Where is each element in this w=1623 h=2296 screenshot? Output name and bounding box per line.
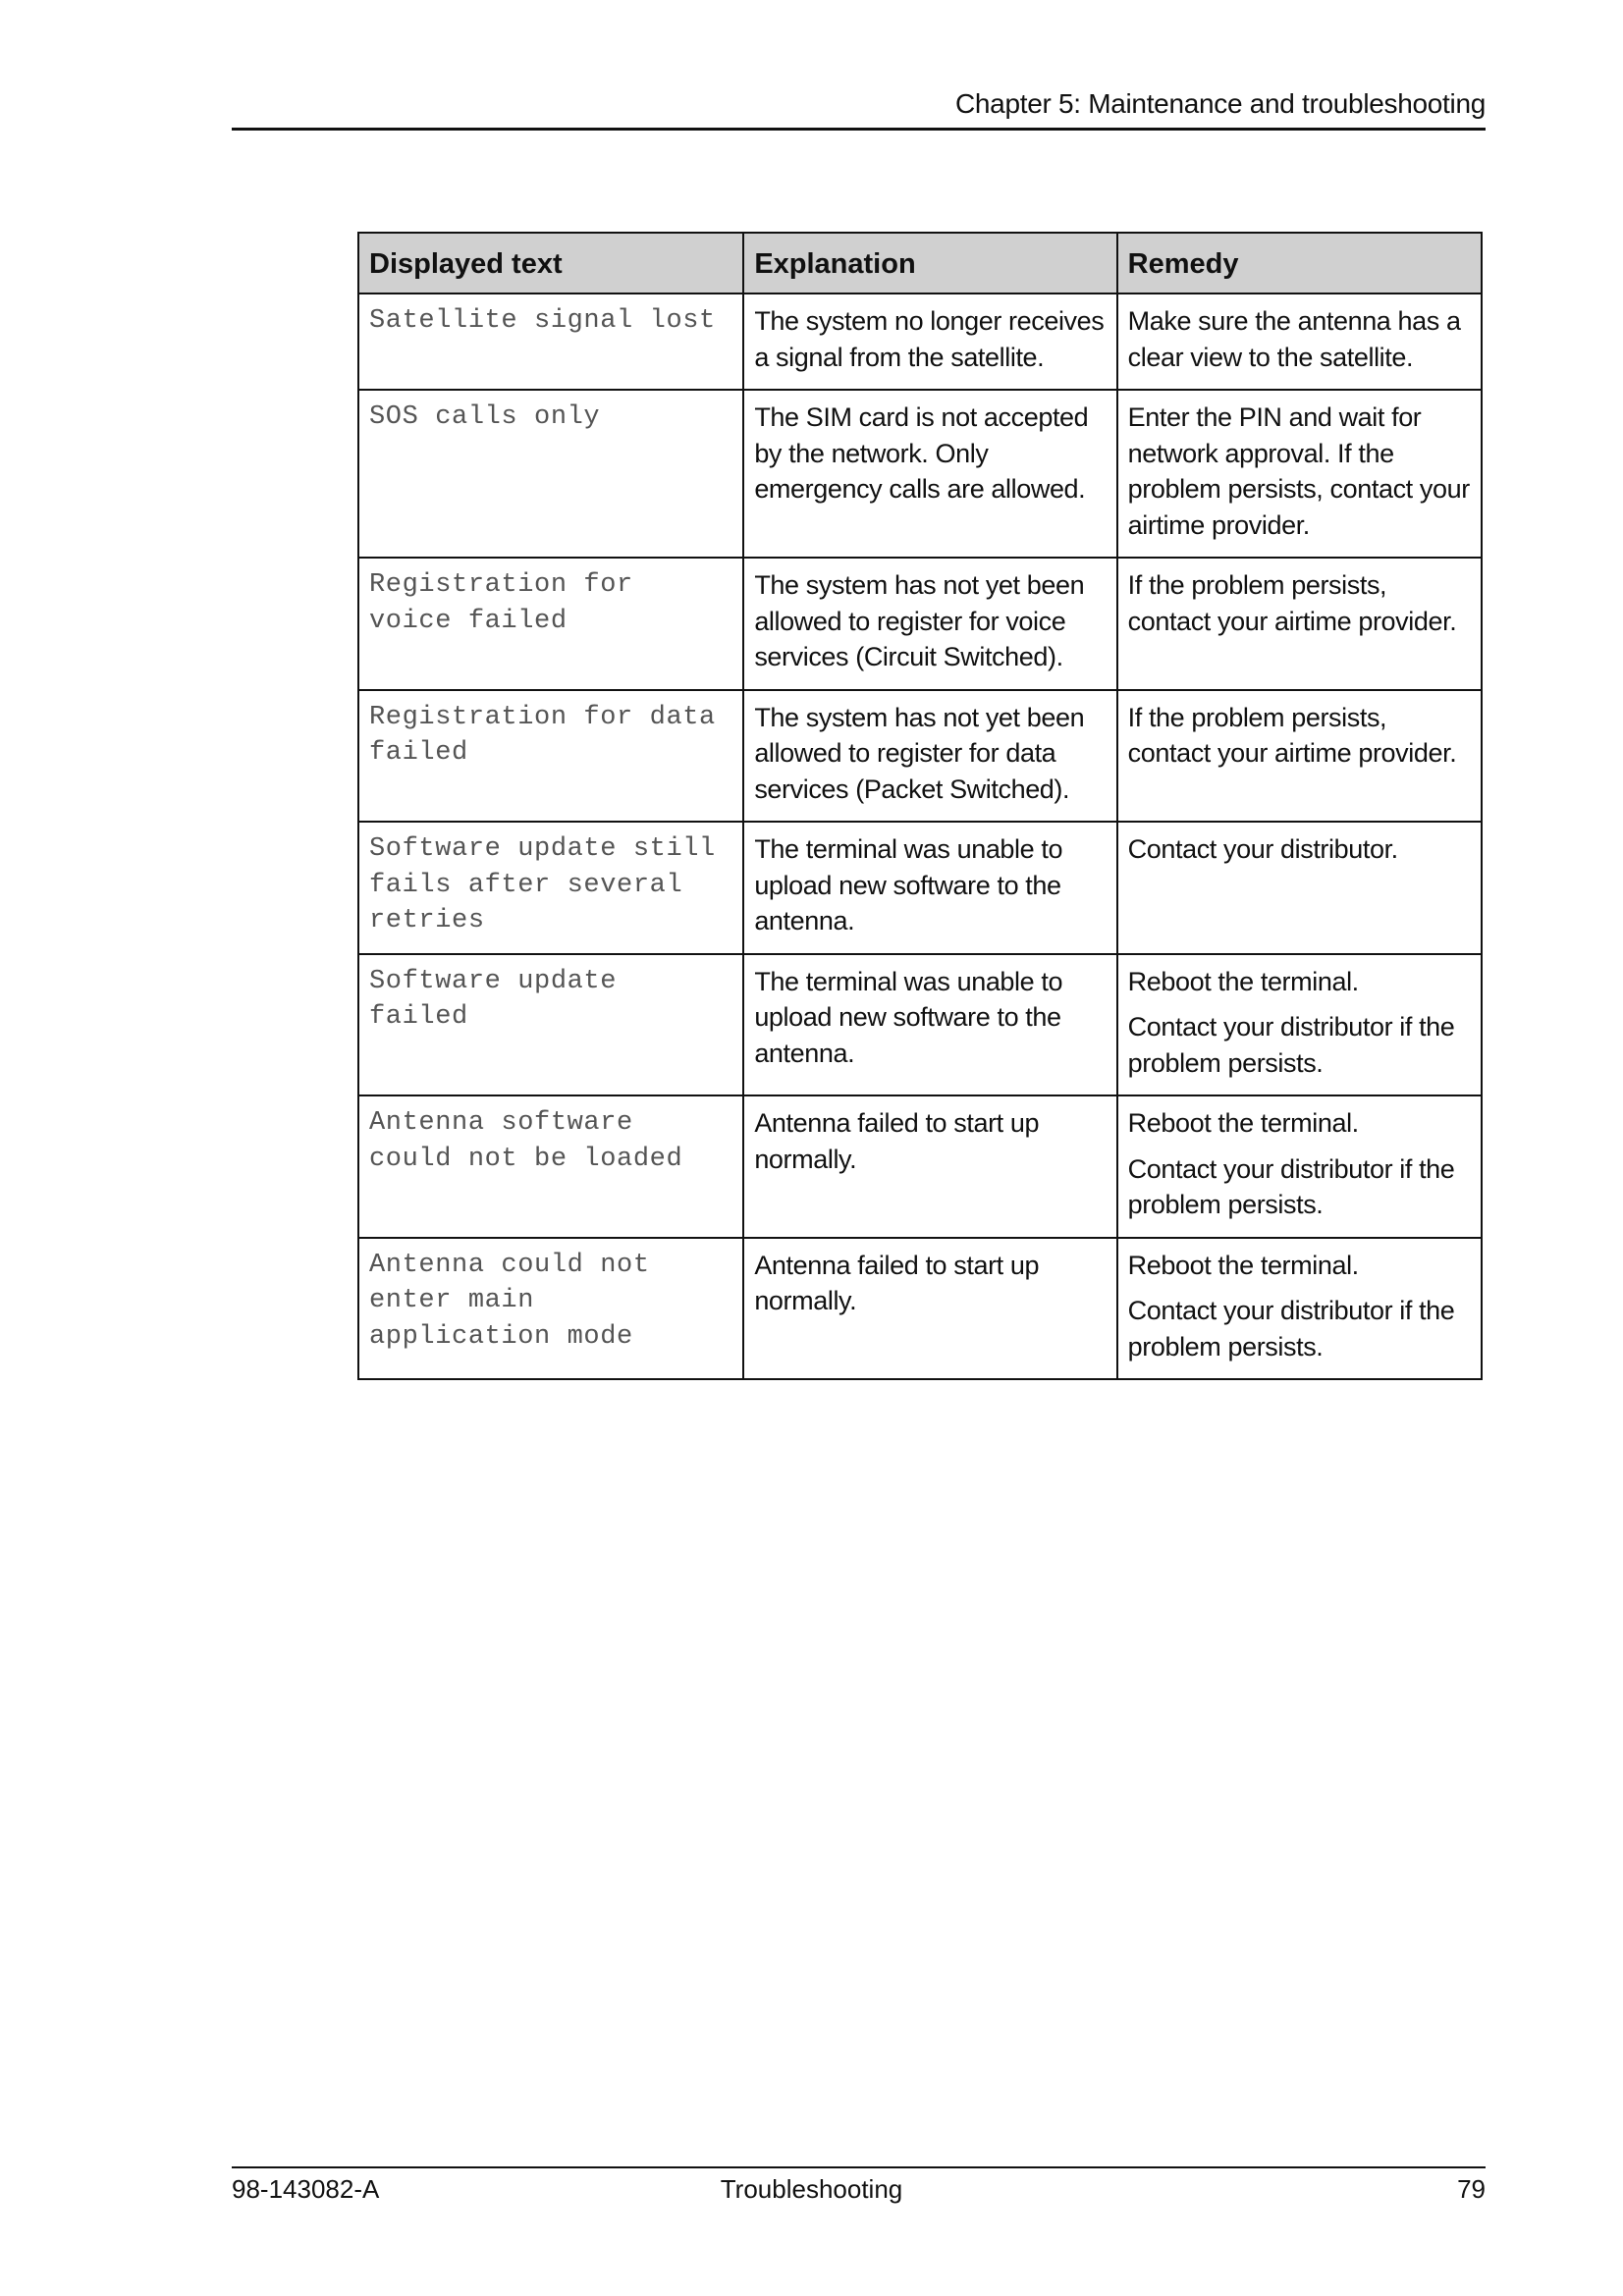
explanation-cell: Antenna failed to start up normally. (743, 1095, 1116, 1238)
explanation-cell: The system has not yet been allowed to register for data services (Packet Switched). (743, 690, 1116, 823)
displayed-text-cell: Software update still fails after several retries (358, 822, 743, 954)
document-number: 98-143082-A (232, 2174, 380, 2204)
displayed-text-cell: Registration for data failed (358, 690, 743, 823)
remedy-cell (1117, 822, 1482, 954)
remedy-cell (1117, 690, 1482, 823)
table-row (358, 390, 1482, 558)
remedy-text: Contact your distributor if the problem persists. (1127, 1296, 1455, 1362)
remedy-text: Contact your distributor if the problem persists. (1127, 1012, 1455, 1078)
displayed-text-cell: SOS calls only (358, 390, 743, 558)
displayed-text-cell: Satellite signal lost (358, 294, 743, 390)
table-row (358, 294, 1482, 390)
remedy-text: Reboot the terminal. (1127, 1250, 1359, 1280)
explanation-cell: The terminal was unable to upload new software to the antenna. (743, 954, 1116, 1096)
chapter-title: Chapter 5: Maintenance and troubleshooting (954, 88, 1486, 119)
table-row (358, 822, 1482, 954)
displayed-text-cell: Antenna could not enter main application mode (358, 1238, 743, 1380)
remedy-text: Reboot the terminal. (1127, 966, 1359, 996)
remedy-cell (1117, 390, 1482, 558)
table-row (358, 1095, 1482, 1238)
remedy-cell (1117, 954, 1482, 1096)
troubleshooting-table (357, 232, 1483, 1380)
column-header-remedy: Remedy (1117, 233, 1482, 294)
table-row (358, 690, 1482, 823)
explanation-cell: The system has not yet been allowed to register for voice services (Circuit Switched). (743, 558, 1116, 690)
explanation-cell: The SIM card is not accepted by the network. Only emergency calls are allowed. (743, 390, 1116, 558)
remedy-cell (1117, 558, 1482, 690)
displayed-text-cell: Antenna software could not be loaded (358, 1095, 743, 1238)
column-header-explanation: Explanation (743, 233, 1116, 294)
explanation-cell: The terminal was unable to upload new software to the antenna. (743, 822, 1116, 954)
displayed-text-cell: Registration for voice failed (358, 558, 743, 690)
table-header-row (358, 233, 1482, 294)
table-row (358, 1238, 1482, 1380)
remedy-cell (1117, 1238, 1482, 1380)
remedy-text: Contact your distributor. (1127, 834, 1398, 864)
table-row (358, 954, 1482, 1096)
footer-divider (232, 2166, 1486, 2168)
header-divider (232, 128, 1486, 131)
remedy-text: Make sure the antenna has a clear view to the satellite. (1127, 306, 1461, 372)
remedy-text: If the problem persists, contact your airtime provider. (1127, 702, 1457, 768)
remedy-text: If the problem persists, contact your airtime provider. (1127, 570, 1457, 636)
remedy-cell (1117, 1095, 1482, 1238)
column-header-displayed-text: Displayed text (358, 233, 743, 294)
table-row (358, 558, 1482, 690)
page-number: 79 (1457, 2174, 1486, 2204)
remedy-text: Enter the PIN and wait for network approval. If the problem persists, contact your airtime provider. (1127, 402, 1470, 540)
displayed-text-cell: Software update failed (358, 954, 743, 1096)
explanation-cell: The system no longer receives a signal from the satellite. (743, 294, 1116, 390)
remedy-text: Reboot the terminal. (1127, 1108, 1359, 1138)
remedy-cell (1117, 294, 1482, 390)
remedy-text: Contact your distributor if the problem persists. (1127, 1153, 1455, 1219)
footer-section-title: Troubleshooting (720, 2174, 903, 2204)
explanation-cell: Antenna failed to start up normally. (743, 1238, 1116, 1380)
